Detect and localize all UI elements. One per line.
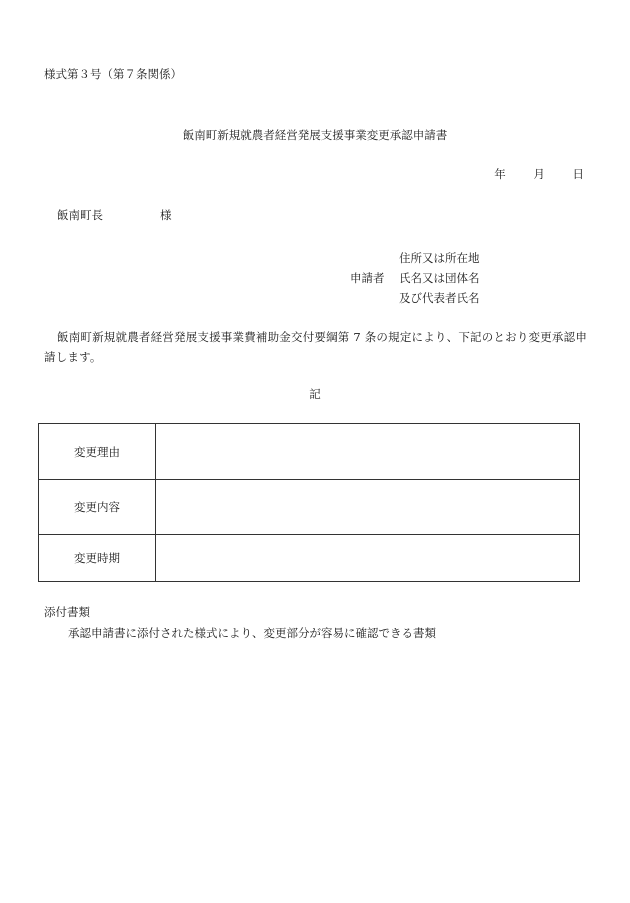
applicant-name-label: 氏名又は団体名 bbox=[399, 271, 480, 285]
change-timing-label: 変更時期 bbox=[39, 535, 156, 582]
ki-heading: 記 bbox=[309, 387, 321, 401]
applicant-block bbox=[399, 248, 480, 308]
applicant-address-label: 住所又は所在地 bbox=[399, 251, 480, 265]
document-title: 飯南町新規就農者経営発展支援事業変更承認申請書 bbox=[182, 128, 448, 142]
attachments-heading: 添付書類 bbox=[44, 605, 90, 619]
change-reason-label: 変更理由 bbox=[39, 424, 156, 480]
change-details-table bbox=[38, 423, 580, 582]
attachments-description: 承認申請書に添付された様式により、変更部分が容易に確認できる書類 bbox=[68, 626, 436, 640]
date-month: 月 bbox=[533, 167, 545, 181]
change-content-field[interactable] bbox=[156, 480, 580, 535]
body-paragraph: 飯南町新規就農者経営発展支援事業費補助金交付要綱第 7 条の規定により、下記のとおり変更承認申請します。 bbox=[44, 330, 588, 364]
date-line bbox=[494, 166, 584, 182]
change-content-label: 変更内容 bbox=[39, 480, 156, 535]
date-day: 日 bbox=[572, 167, 584, 181]
table-row bbox=[39, 535, 580, 582]
date-year: 年 bbox=[494, 167, 506, 181]
recipient-name: 飯南町長 bbox=[57, 208, 103, 222]
table-row bbox=[39, 424, 580, 480]
applicant-representative-label: 及び代表者氏名 bbox=[399, 291, 480, 305]
form-number: 様式第３号（第７条関係） bbox=[44, 67, 182, 81]
applicant-label: 申請者 bbox=[350, 271, 385, 285]
change-timing-field[interactable] bbox=[156, 535, 580, 582]
recipient-honorific: 様 bbox=[160, 208, 172, 222]
table-row bbox=[39, 480, 580, 535]
change-reason-field[interactable] bbox=[156, 424, 580, 480]
